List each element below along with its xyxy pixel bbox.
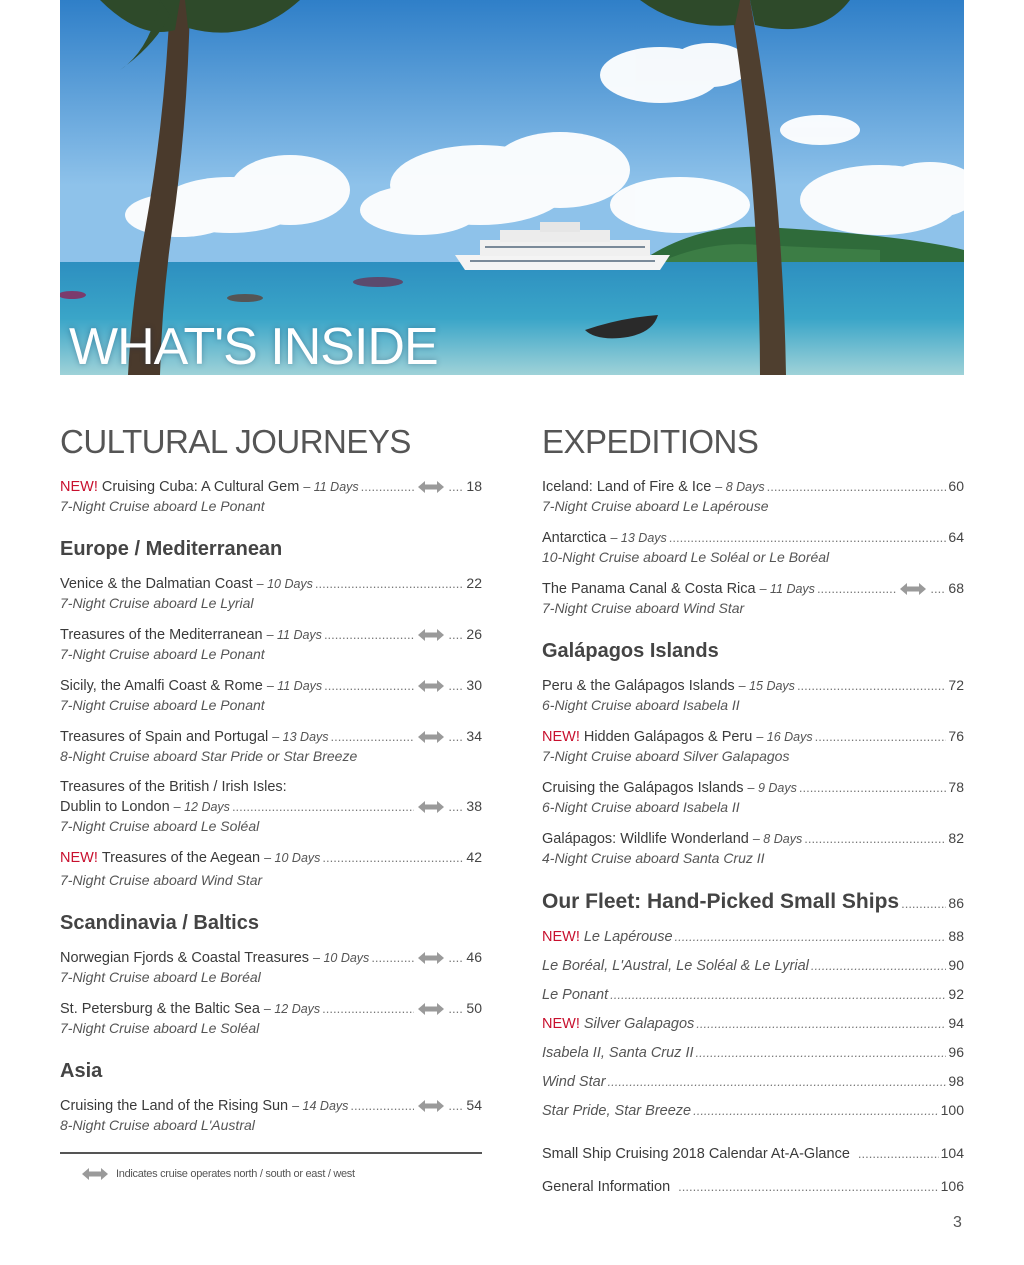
fleet-item[interactable] — [542, 1073, 964, 1090]
entry-subtitle: 4-Night Cruise aboard Santa Cruz II — [542, 850, 765, 866]
region-title-galapagos: Galápagos Islands — [542, 640, 719, 662]
double-arrow-icon — [418, 481, 444, 493]
fleet-item-page: 90 — [948, 957, 964, 973]
double-arrow-icon — [418, 629, 444, 641]
entry-subtitle: 10-Night Cruise aboard Le Soléal or Le Boréal — [542, 549, 830, 565]
double-arrow-icon — [418, 1100, 444, 1112]
new-badge: NEW! — [60, 479, 98, 495]
entry-title: Antarctica — [542, 530, 607, 546]
fleet-item-page: 96 — [948, 1044, 964, 1060]
new-badge: NEW! — [542, 729, 580, 745]
toc-entry[interactable] — [60, 1000, 482, 1036]
entry-page: 106 — [940, 1178, 964, 1194]
entry-subtitle: 7-Night Cruise aboard Wind Star — [60, 872, 263, 888]
entry-subtitle: 7-Night Cruise aboard Silver Galapagos — [542, 748, 790, 764]
entry-subtitle: 7-Night Cruise aboard Le Lyrial — [60, 595, 254, 611]
region-title-asia: Asia — [60, 1060, 103, 1082]
fleet-heading[interactable] — [542, 890, 964, 914]
section-title-cultural: CULTURAL JOURNEYS — [60, 423, 411, 460]
toc-entry[interactable] — [542, 1178, 964, 1195]
double-arrow-icon — [900, 583, 926, 595]
fleet-item[interactable] — [542, 957, 964, 974]
fleet-item-name: Le Lapérouse — [583, 929, 673, 945]
entry-page: 38 — [466, 798, 482, 814]
page-title: WHAT'S INSIDE — [69, 318, 438, 375]
toc-entry[interactable] — [60, 1097, 482, 1133]
entry-days: – 8 Days — [715, 480, 765, 494]
entry-page: 72 — [948, 677, 964, 693]
cultural-journeys-column — [60, 420, 482, 1148]
double-arrow-icon — [418, 680, 444, 692]
toc-entry[interactable] — [60, 677, 482, 713]
toc-entry[interactable] — [60, 626, 482, 662]
fleet-item-name: Wind Star — [542, 1074, 606, 1090]
entry-page: 60 — [948, 478, 964, 494]
new-badge: NEW! — [60, 850, 98, 866]
fleet-item[interactable] — [542, 1102, 964, 1119]
entry-title: The Panama Canal & Costa Rica — [542, 581, 756, 597]
entry-subtitle: 6-Night Cruise aboard Isabela II — [542, 799, 740, 815]
entry-title: Treasures of the Mediterranean — [60, 627, 263, 643]
fleet-item-name: Le Boréal, L'Austral, Le Soléal & Le Lyrial — [542, 958, 809, 974]
entry-page: 104 — [940, 1145, 964, 1161]
entry-title: Cruising the Land of the Rising Sun — [60, 1098, 289, 1114]
entry-page: 82 — [948, 830, 964, 846]
divider — [60, 1152, 482, 1154]
entry-days: – 12 Days — [173, 800, 230, 814]
entry-days: – 12 Days — [263, 1002, 321, 1016]
entry-subtitle: 8-Night Cruise aboard Star Pride or Star Breeze — [60, 748, 358, 764]
double-arrow-icon — [418, 801, 444, 813]
entry-page: 18 — [466, 478, 482, 494]
fleet-title: Our Fleet: Hand-Picked Small Ships — [542, 890, 900, 913]
toc-entry[interactable] — [60, 779, 482, 834]
entry-title: Sicily, the Amalfi Coast & Rome — [60, 678, 263, 694]
fleet-item[interactable] — [542, 1044, 964, 1061]
entry-title: St. Petersburg & the Baltic Sea — [60, 1001, 260, 1017]
toc-entry[interactable] — [542, 1145, 964, 1162]
fleet-page: 86 — [948, 895, 964, 911]
entry-days: – 11 Days — [266, 628, 322, 642]
entry-days: – 16 Days — [756, 730, 813, 744]
toc-entry[interactable] — [60, 728, 482, 764]
double-arrow-icon — [418, 731, 444, 743]
entry-days: – 14 Days — [292, 1099, 349, 1113]
entry-days: – 15 Days — [738, 679, 795, 693]
fleet-item-name: Le Ponant — [542, 987, 609, 1003]
entry-subtitle: 7-Night Cruise aboard Le Ponant — [60, 697, 265, 713]
legend-text: Indicates cruise operates north / south or east / west — [116, 1168, 355, 1180]
entry-subtitle: 8-Night Cruise aboard L'Austral — [60, 1117, 255, 1133]
new-badge: NEW! — [542, 929, 580, 945]
entry-days: – 10 Days — [264, 851, 321, 865]
entry-title: General Information — [542, 1179, 671, 1195]
section-title-expeditions: EXPEDITIONS — [542, 423, 759, 460]
region-title-europe: Europe / Mediterranean — [60, 538, 283, 560]
entry-title: Peru & the Galápagos Islands — [542, 678, 735, 694]
entry-title: Norwegian Fjords & Coastal Treasures — [60, 950, 310, 966]
entry-days: – 10 Days — [256, 577, 313, 591]
entry-days: – 11 Days — [303, 480, 359, 494]
fleet-item-name: Silver Galapagos — [583, 1016, 695, 1032]
page-number: 3 — [953, 1214, 962, 1231]
entry-days: – 13 Days — [610, 531, 667, 545]
double-arrow-icon — [82, 1168, 108, 1180]
entry-title: Galápagos: Wildlife Wonderland — [542, 831, 749, 847]
entry-days: – 11 Days — [266, 679, 323, 693]
entry-subtitle: 6-Night Cruise aboard Isabela II — [542, 697, 740, 713]
legend — [80, 1168, 355, 1180]
entry-subtitle: 7-Night Cruise aboard Le Soléal — [60, 1020, 260, 1036]
entry-title: Treasures of Spain and Portugal — [60, 729, 269, 745]
entry-page: 78 — [948, 779, 964, 795]
fleet-item[interactable] — [542, 1015, 964, 1032]
entry-page: 64 — [948, 529, 964, 545]
new-badge: NEW! — [542, 1016, 580, 1032]
entry-subtitle: 7-Night Cruise aboard Le Ponant — [60, 646, 265, 662]
fleet-item[interactable] — [542, 986, 964, 1003]
fleet-item[interactable] — [542, 928, 964, 945]
entry-page: 34 — [466, 728, 482, 744]
double-arrow-icon — [418, 952, 444, 964]
entry-subtitle: 7-Night Cruise aboard Le Boréal — [60, 969, 261, 985]
toc-entry[interactable] — [60, 478, 482, 514]
entry-subtitle: 7-Night Cruise aboard Le Lapérouse — [542, 498, 769, 514]
entry-subtitle: 7-Night Cruise aboard Le Soléal — [60, 818, 260, 834]
entry-days: – 10 Days — [313, 951, 370, 965]
region-title-scandinavia: Scandinavia / Baltics — [60, 912, 259, 934]
entry-page: 68 — [948, 580, 964, 596]
toc-entry[interactable] — [542, 830, 964, 866]
fleet-item-page: 92 — [948, 986, 964, 1002]
entry-page: 50 — [466, 1000, 482, 1016]
expeditions-column — [542, 420, 964, 1195]
entry-page: 46 — [466, 949, 482, 965]
entry-title: Dublin to London — [60, 799, 170, 815]
fleet-item-page: 98 — [948, 1073, 964, 1089]
double-arrow-icon — [418, 1003, 444, 1015]
entry-page: 26 — [466, 626, 482, 642]
entry-title: Cruising Cuba: A Cultural Gem — [101, 479, 300, 495]
entry-days: – 13 Days — [272, 730, 329, 744]
toc-entry[interactable] — [542, 728, 964, 764]
fleet-item-name: Isabela II, Santa Cruz II — [542, 1045, 694, 1061]
entry-title: Venice & the Dalmatian Coast — [60, 576, 253, 592]
hero-image — [60, 0, 964, 375]
fleet-item-name: Star Pride, Star Breeze — [542, 1103, 692, 1119]
entry-days: – 11 Days — [759, 582, 815, 596]
fleet-item-page: 100 — [940, 1102, 964, 1118]
fleet-item-page: 88 — [948, 928, 964, 944]
entry-title: Treasures of the Aegean — [101, 850, 261, 866]
toc-entry[interactable] — [60, 949, 482, 985]
entry-page: 54 — [466, 1097, 482, 1113]
toc-entry[interactable] — [542, 677, 964, 713]
toc-entry[interactable] — [60, 849, 482, 888]
toc-entry[interactable] — [542, 478, 964, 514]
entry-subtitle: 7-Night Cruise aboard Le Ponant — [60, 498, 265, 514]
entry-title: Small Ship Cruising 2018 Calendar At-A-Glance — [542, 1146, 850, 1162]
entry-days: – 8 Days — [752, 832, 803, 846]
toc-entry[interactable] — [542, 529, 964, 565]
fleet-item-page: 94 — [948, 1015, 964, 1031]
entry-days: – 9 Days — [747, 781, 797, 795]
entry-page: 22 — [466, 575, 482, 591]
entry-title: Hidden Galápagos & Peru — [583, 729, 753, 745]
entry-page: 42 — [466, 849, 482, 865]
toc-entry[interactable] — [542, 779, 964, 815]
toc-entry[interactable] — [60, 575, 482, 611]
entry-page: 76 — [948, 728, 964, 744]
entry-subtitle: 7-Night Cruise aboard Wind Star — [542, 600, 745, 616]
entry-title-line1: Treasures of the British / Irish Isles: — [60, 779, 287, 795]
entry-title: Cruising the Galápagos Islands — [542, 780, 744, 796]
toc-entry[interactable] — [542, 580, 964, 616]
entry-title: Iceland: Land of Fire & Ice — [542, 479, 712, 495]
entry-page: 30 — [466, 677, 482, 693]
